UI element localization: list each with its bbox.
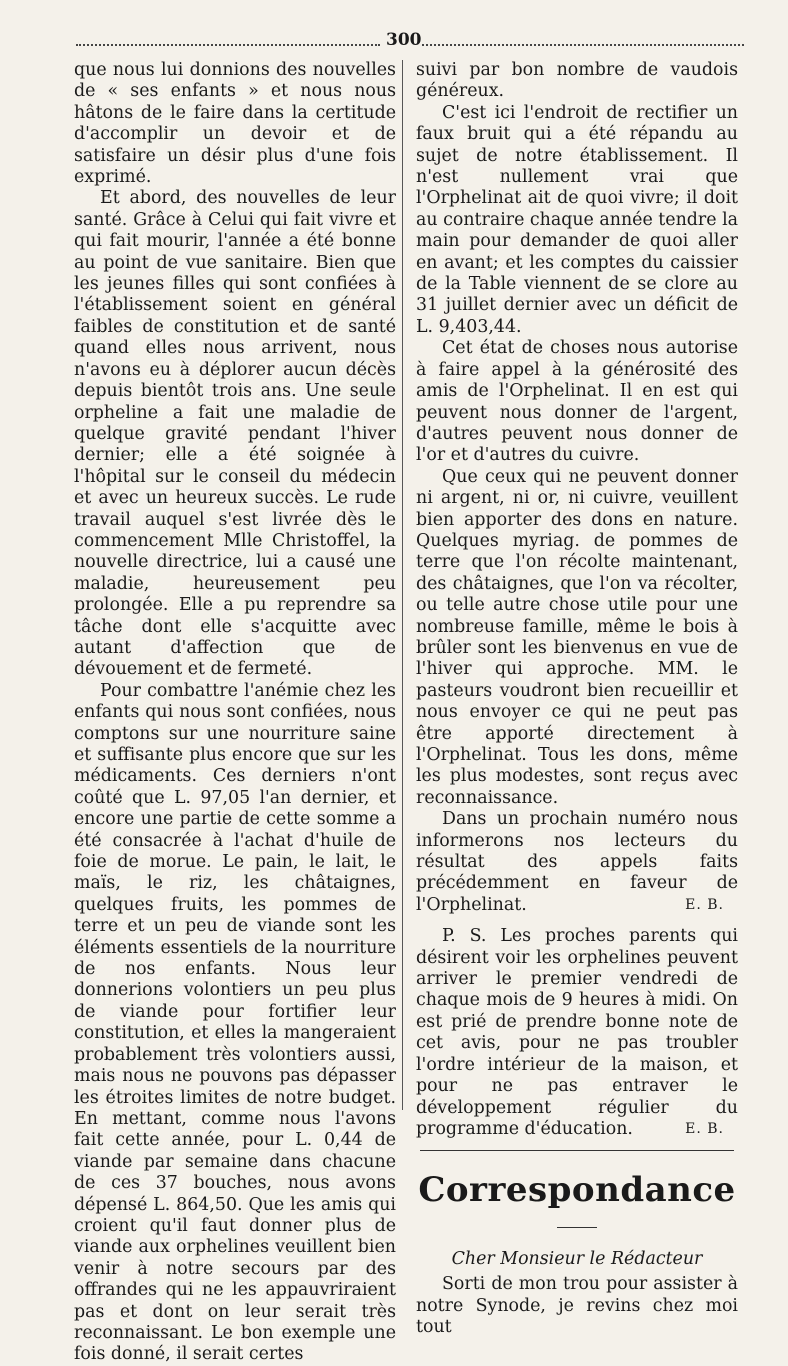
- header-rule-right: [422, 44, 744, 46]
- heading-ornament: [416, 1217, 738, 1238]
- right-paragraph-1: suivi par bon nombre de vaudois généreux.: [416, 60, 738, 102]
- right-column: [416, 60, 738, 1338]
- right-paragraph-5: [416, 809, 738, 916]
- left-paragraph-1: que nous lui donnions des nouvelles de « ses enfants » et nous nous hâtons de le faire dans la certitude d'accomplir un devoir et de satisfaire un désir plus d'une fois exprimé.: [74, 60, 396, 188]
- header-rule-left: [76, 44, 380, 46]
- ps-paragraph-text: P. S. Les proches parents qui désirent voir les orphelines peuvent arriver le premier vendredi de chaque mois de 9 heures à midi. On est prié de prendre bonne note de cet avis, pour ne pas troubler l'ordre intérieur de la maison, et pour ne pas entraver le développement régulier du programme d'éducation.: [416, 926, 738, 1139]
- right-paragraph-4: Que ceux qui ne peuvent donner ni argent, ni or, ni cuivre, veuillent bien apporter des dons en nature. Quelques myriag. de pommes de terre que l'on récolte maintenant, des châtaignes, que l'on va récolter, ou telle autre chose utile pour une nombreuse famille, même le bois à brûler sont les bienvenus en vue de l'hiver qui approche. MM. le pasteurs voudront bien recueillir et nous envoyer ce qui ne peut pas être apporté directement à l'Orphelinat. Tous les dons, même les plus modestes, sont reçus avec reconnaissance.: [416, 466, 738, 808]
- page-number: 300: [386, 30, 422, 50]
- column-divider: [402, 60, 404, 1110]
- signature-2: E. B.: [685, 1120, 724, 1137]
- right-paragraph-2: C'est ici l'endroit de rectifier un faux bruit qui a été répandu au sujet de notre établissement. Il n'est nullement vrai que l'Orphelinat ait de quoi vivre; il doit au contraire chaque année tendre la main pour demander de quoi aller en avant; et les comptes du caissier de la Table viennent de se clore au 31 juillet dernier avec un déficit de L. 9,403,44.: [416, 102, 738, 337]
- left-paragraph-3: Pour combattre l'anémie chez les enfants qui nous sont confiées, nous comptons sur une nourriture saine et suffisante plus encore que sur les médicaments. Ces derniers n'ont coûté que L. 97,05 l'an dernier, et encore une partie de cette somme a été consacrée à l'achat d'huile de foie de morue. Le pain, le lait, le maïs, le riz, les châtaignes, quelques fruits, les pommes de terre et un peu de viande sont les éléments essentiels de la nourriture de nos enfants. Nous leur donnerions volontiers un peu plus de viande pour fortifier leur constitution, et elles la mangeraient probablement très volontiers aussi, mais nous ne pouvons pas dépasser les étroites limites de notre budget. En mettant, comme nous l'avons fait cette année, pour L. 0,44 de viande par semaine dans chacune de ces 37 bouches, nous avons dépensé L. 864,50. Que les amis qui croient qu'il faut donner plus de viande aux orphelines veuillent bien venir à notre secours par des offrandes qui ne les appauvriraient pas et dont on leur serait très reconnaissant. Le bon exemple une fois donné, il serait certes: [74, 680, 396, 1365]
- section-heading: Correspondance: [418, 1170, 736, 1211]
- left-paragraph-2: Et abord, des nouvelles de leur santé. Grâce à Celui qui fait vivre et qui fait mourir, l'année a été bonne au point de vue sanitaire. Bien que les jeunes filles qui sont confiées à l'établissement soient en général faibles de constitution et de santé quand elles nous arrivent, nous n'avons eu à déplorer aucun décès depuis bientôt trois ans. Une seule orpheline a fait une maladie de quelque gravité pendant l'hiver dernier; elle a été soignée à l'hôpital sur le conseil du médecin et avec un heureux succès. Le rude travail auquel s'est livrée dès le commencement Mlle Christoffel, la nouvelle directrice, lui a causé une maladie, heureusement peu prolongée. Elle a pu reprendre sa tâche dont elle s'acquitte avec autant d'affection que de dévouement et de fermeté.: [74, 188, 396, 680]
- right-paragraph-3: Cet état de choses nous autorise à faire appel à la générosité des amis de l'Orphelinat. Il en est qui peuvent nous donner de l'argent, d'autres peuvent nous donner de l'or et d'autres du cuivre.: [416, 338, 738, 466]
- closing-paragraph: Sorti de mon trou pour assister à notre Synode, je revins chez moi tout: [416, 1274, 738, 1337]
- right-paragraph-5-text: Dans un prochain numéro nous informerons nos lecteurs du résultat des appels faits précédemment en faveur de l'Orphelinat.: [416, 809, 738, 915]
- signature-1: E. B.: [685, 896, 724, 913]
- left-column: [74, 60, 396, 1366]
- spacer: [416, 916, 738, 926]
- section-rule: [420, 1150, 734, 1151]
- ps-paragraph: [416, 926, 738, 1140]
- salutation: Cher Monsieur le Rédacteur: [451, 1248, 703, 1269]
